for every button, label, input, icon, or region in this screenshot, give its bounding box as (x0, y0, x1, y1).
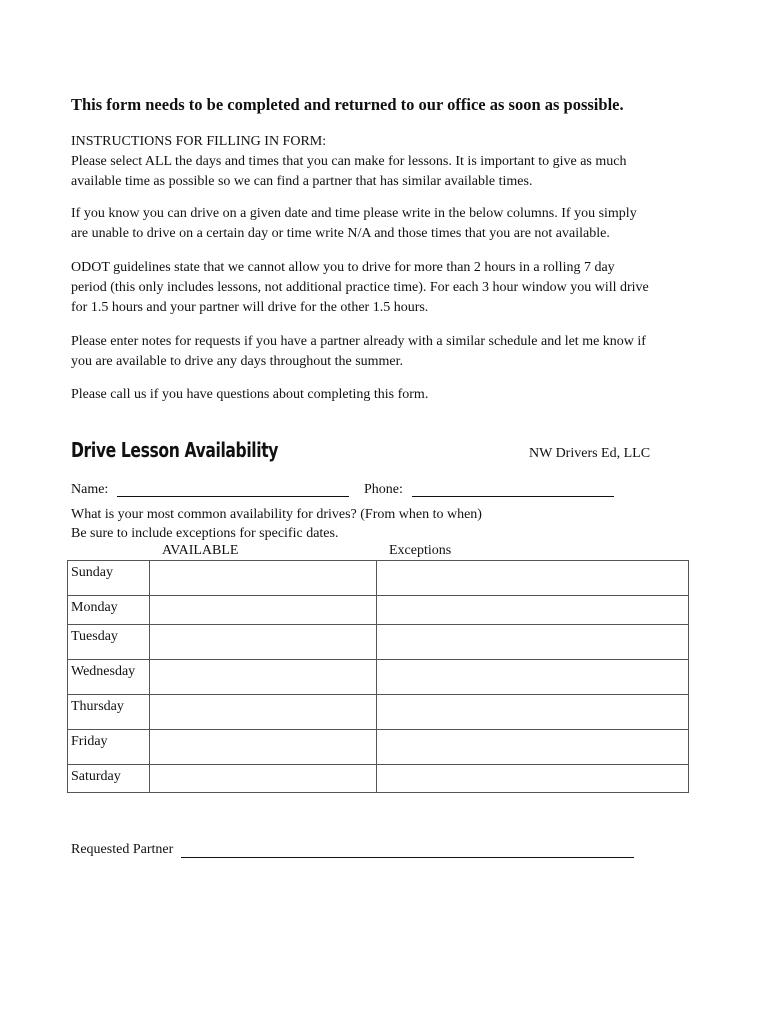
instructions-text: Please select ALL the days and times that you can make for lessons. It is important to give as much (71, 154, 627, 169)
available-cell[interactable] (150, 765, 377, 793)
instructions-block-5 (71, 385, 711, 405)
table-row (68, 596, 689, 625)
instructions-text: period (this only includes lessons, not additional practice time). For each 3 hour window you will drive (71, 280, 649, 295)
table-row (68, 625, 689, 660)
instructions-text: If you know you can drive on a given date and time please write in the below columns. If you simply (71, 206, 637, 221)
table-row (68, 561, 689, 596)
availability-note: Be sure to include exceptions for specific dates. (71, 526, 339, 541)
instructions-block-1 (71, 132, 711, 192)
exceptions-cell[interactable] (377, 695, 689, 730)
instructions-block-2 (71, 204, 711, 244)
exceptions-cell[interactable] (377, 625, 689, 660)
instructions-text: are unable to drive on a certain day or time write N/A and those times that you are not available. (71, 226, 610, 241)
column-header-available: AVAILABLE (162, 543, 239, 558)
company-name: NW Drivers Ed, LLC (529, 446, 651, 461)
table-row (68, 730, 689, 765)
instructions-text: for 1.5 hours and your partner will drive for the other 1.5 hours. (71, 300, 429, 315)
day-label: Sunday (68, 561, 150, 596)
instructions-text: Please enter notes for requests if you have a partner already with a similar schedule and let me know if (71, 334, 646, 349)
exceptions-cell[interactable] (377, 561, 689, 596)
day-label: Tuesday (68, 625, 150, 660)
phone-field[interactable] (412, 480, 614, 497)
instructions-text: you are available to drive any days throughout the summer. (71, 354, 404, 369)
available-cell[interactable] (150, 625, 377, 660)
available-cell[interactable] (150, 596, 377, 625)
instructions-text: ODOT guidelines state that we cannot allow you to drive for more than 2 hours in a rolling 7 day (71, 260, 615, 275)
table-row (68, 765, 689, 793)
availability-question: What is your most common availability for drives? (From when to when) (71, 507, 482, 522)
exceptions-cell[interactable] (377, 730, 689, 765)
day-label: Saturday (68, 765, 150, 793)
day-label: Monday (68, 596, 150, 625)
day-label: Thursday (68, 695, 150, 730)
phone-label: Phone: (364, 482, 403, 497)
available-cell[interactable] (150, 695, 377, 730)
instructions-text: Please call us if you have questions about completing this form. (71, 387, 429, 402)
day-label: Wednesday (68, 660, 150, 695)
requested-partner-field[interactable] (181, 841, 634, 858)
exceptions-cell[interactable] (377, 765, 689, 793)
name-field[interactable] (117, 480, 349, 497)
available-cell[interactable] (150, 730, 377, 765)
available-cell[interactable] (150, 660, 377, 695)
instructions-text: available time as possible so we can find a partner that has similar available times. (71, 174, 533, 189)
table-row (68, 660, 689, 695)
requested-partner-label: Requested Partner (71, 842, 174, 857)
instructions-block-3 (71, 258, 711, 318)
exceptions-cell[interactable] (377, 596, 689, 625)
name-label: Name: (71, 482, 109, 497)
exceptions-cell[interactable] (377, 660, 689, 695)
table-row (68, 695, 689, 730)
form-title: Drive Lesson Availability (71, 438, 279, 462)
column-header-exceptions: Exceptions (389, 543, 452, 558)
availability-table (67, 560, 689, 793)
instructions-title: INSTRUCTIONS FOR FILLING IN FORM: (71, 134, 327, 149)
form-heading: This form needs to be completed and returned to our office as soon as possible. (71, 95, 624, 114)
day-label: Friday (68, 730, 150, 765)
available-cell[interactable] (150, 561, 377, 596)
instructions-block-4 (71, 332, 711, 372)
